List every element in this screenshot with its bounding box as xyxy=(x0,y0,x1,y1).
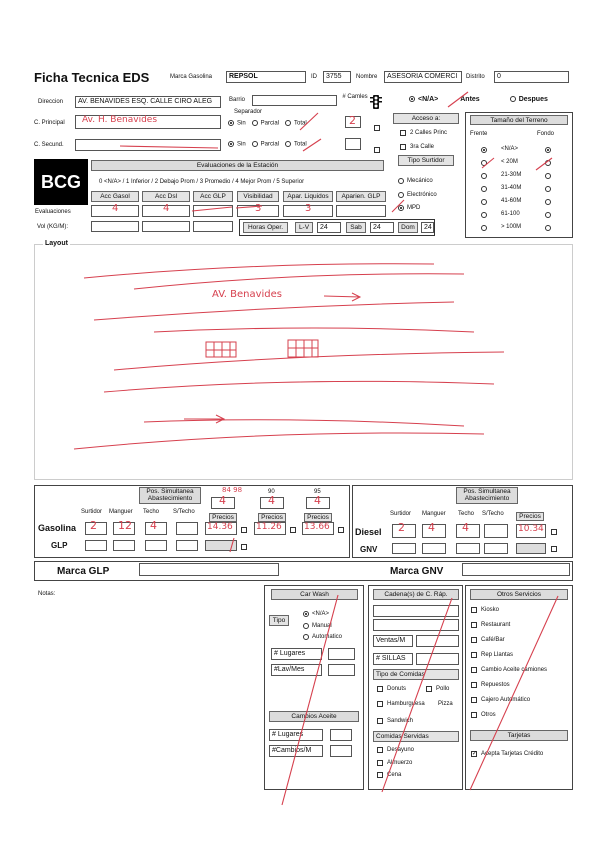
servida-almuerzo[interactable]: Almuerzo xyxy=(377,760,412,766)
gas-octane-90: 90 xyxy=(268,489,275,495)
timing-despues-radio[interactable]: Despues xyxy=(510,96,548,103)
servidas-header: Comidas Servidas xyxy=(373,731,459,742)
eval-col-header: Apar. Liquidos xyxy=(283,191,333,202)
timing-na-radio[interactable]: <N/A> xyxy=(409,96,438,103)
c-principal-label: C. Principal xyxy=(34,120,65,126)
terreno-row-label: 61-100 xyxy=(501,211,520,217)
camiles-check-1[interactable] xyxy=(374,119,384,137)
carwash-lavmes-field[interactable] xyxy=(328,664,355,676)
otros-item[interactable] xyxy=(471,682,510,688)
gas-techo-label: Techo xyxy=(143,509,160,515)
marca-label: Marca Gasolina xyxy=(170,74,213,80)
eval-value-field[interactable] xyxy=(336,205,386,217)
comida-pollo[interactable]: Pollo xyxy=(426,686,449,692)
gas-precio-handwriting: 13.66 xyxy=(304,522,330,532)
terreno-header: Tamaño del Terreno xyxy=(470,115,568,125)
notas-label: Notas: xyxy=(38,591,56,597)
camiles-label: # Camles xyxy=(342,94,368,100)
eval-value-handwriting: 3 xyxy=(305,203,312,214)
marca-glp-field[interactable] xyxy=(139,563,279,576)
gas-pos-handwriting: 4 xyxy=(268,494,275,507)
dsl-surtidor-label: Surtidor xyxy=(390,511,412,517)
eval-value-handwriting: 4 xyxy=(112,203,119,214)
cadenas-header: Cadena(s) de C. Ráp. xyxy=(373,589,459,600)
marca-field[interactable]: REPSOL xyxy=(226,71,306,83)
eval-value-handwriting: 4 xyxy=(163,203,170,214)
sep-total-radio[interactable]: Total xyxy=(285,120,307,127)
dom-label: Dom xyxy=(398,222,418,233)
gnv-row-field[interactable] xyxy=(456,543,480,554)
gas-row-handwriting: 12 xyxy=(118,519,132,532)
otros-item[interactable] xyxy=(471,637,505,643)
evaluaciones-row-label: Evaluaciones xyxy=(35,209,71,215)
id-label: ID xyxy=(311,74,317,80)
carwash-auto[interactable]: Automatico xyxy=(303,634,342,640)
cambios-header: Cambios Aceite xyxy=(269,711,359,722)
servida-cena[interactable]: Cena xyxy=(377,772,401,778)
acceso-3ra[interactable]: 3ra Calle xyxy=(400,144,434,150)
glp-row-field[interactable] xyxy=(113,540,135,551)
gas-pos-sim-header: Pos. Simultanea Abastecimiento xyxy=(139,487,201,504)
traffic-light-icon xyxy=(370,95,382,109)
separador-options-2[interactable] xyxy=(228,141,307,148)
sab-field[interactable]: 24 xyxy=(370,222,394,233)
id-field[interactable]: 3755 xyxy=(323,71,351,83)
sep-sin-radio[interactable]: Sin xyxy=(228,120,246,127)
cambios-mes-field[interactable] xyxy=(330,745,352,757)
c-secund-label: C. Secund. xyxy=(34,142,64,148)
carwash-lugares-label: # Lugares xyxy=(271,648,322,660)
gas-precio-handwriting: 11.26 xyxy=(256,522,282,532)
layout-sketch xyxy=(34,244,573,480)
vol-field-1[interactable] xyxy=(91,221,139,232)
gas-row-field[interactable] xyxy=(176,522,198,535)
nombre-label: Nombre xyxy=(356,74,378,80)
dsl-manguer-label: Manguer xyxy=(422,511,446,517)
otros-item-check[interactable] xyxy=(471,667,477,673)
otros-item-label: Restaurant xyxy=(481,622,511,628)
ventas-label: Ventas/M xyxy=(373,635,413,647)
c-principal-handwriting: Av. H. Benavides xyxy=(82,115,158,125)
otros-item-check[interactable] xyxy=(471,637,477,643)
dsl-precio-handwriting: 10.34 xyxy=(518,524,544,534)
frente-radio-4[interactable] xyxy=(481,199,487,205)
gnv-row-field[interactable] xyxy=(484,543,508,554)
gas-pos-handwriting: 4 xyxy=(219,494,226,507)
frente-radio-6[interactable] xyxy=(481,225,487,231)
evaluaciones-scale: 0 <N/A> / 1 Inferior / 2 Debajo Prom / 3 Promedio / 4 Mejor Prom / 5 Superior xyxy=(99,179,305,185)
comida-pizza[interactable]: Pizza xyxy=(438,701,453,707)
tipo-surtidor-button[interactable]: Tipo Surtidor xyxy=(398,155,454,166)
fondo-radio-5[interactable] xyxy=(545,212,551,218)
lv-field[interactable]: 24 xyxy=(317,222,341,233)
sillas-label: # SILLAS xyxy=(373,653,413,665)
gnv-row-field[interactable] xyxy=(422,543,446,554)
carwash-lugares-field[interactable] xyxy=(328,648,355,660)
gas-surtidor-label: Surtidor xyxy=(81,509,103,515)
camiles-field-2[interactable] xyxy=(345,138,361,150)
distrito-label: Distrito xyxy=(466,74,485,80)
carwash-na[interactable]: <N/A> xyxy=(303,611,329,617)
dsl-row-field[interactable] xyxy=(484,524,508,538)
gasolina-row-label: Gasolina xyxy=(38,523,77,533)
direccion-field[interactable]: AV. BENAVIDES ESQ. CALLE CIRO ALEG xyxy=(75,96,221,108)
gas-precios-label: Precios xyxy=(304,513,332,522)
marca-glp-label: Marca GLP xyxy=(57,566,110,577)
vol-field-2[interactable] xyxy=(142,221,190,232)
frente-radio-5[interactable] xyxy=(481,212,487,218)
acceso-2calles[interactable]: 2 Calles Princ xyxy=(400,130,447,136)
gas-manguer-label: Manguer xyxy=(109,509,133,515)
barrio-label: Barrio xyxy=(229,97,246,103)
otros-item-check[interactable] xyxy=(471,607,477,613)
surtidor-mpd[interactable]: MPD xyxy=(398,205,420,211)
separador-label: Separador xyxy=(234,109,263,115)
gas-stecho-label: S/Techo xyxy=(173,509,195,515)
frente-radio-2[interactable] xyxy=(481,173,487,179)
gas-octane-95: 95 xyxy=(314,489,321,495)
eval-value-handwriting: 3 xyxy=(255,203,262,214)
sep2-total-radio[interactable]: Total xyxy=(285,141,307,148)
terreno-row-label: 21-30M xyxy=(501,172,522,178)
tipo-comidas-header: Tipo de Comidas xyxy=(373,669,459,680)
sep2-parcial-radio[interactable]: Parcial xyxy=(252,141,279,148)
otros-item-label: Repuestos xyxy=(481,682,510,688)
gas-precio-check[interactable] xyxy=(338,527,344,533)
fondo-radio-3[interactable] xyxy=(545,186,551,192)
layout-label: Layout xyxy=(45,240,68,247)
glp-row-label: GLP xyxy=(51,541,68,550)
comida-donuts[interactable]: Donuts xyxy=(377,686,406,692)
direccion-label: Direccion xyxy=(38,99,64,105)
glp-row-field[interactable] xyxy=(176,540,198,551)
horas-label: Horas Oper. xyxy=(243,222,288,233)
otros-item-label: Café/Bar xyxy=(481,637,505,643)
dsl-stecho-label: S/Techo xyxy=(482,511,504,517)
otros-item[interactable] xyxy=(471,667,547,673)
eval-col-header: Aparien. GLP xyxy=(336,191,386,202)
otros-item-label: Rep Llantas xyxy=(481,652,514,658)
nombre-field[interactable]: ASESORIA COMERCI xyxy=(384,71,462,83)
fondo-radio-6[interactable] xyxy=(545,225,551,231)
glp-precio-check[interactable] xyxy=(241,544,247,550)
frente-radio-0[interactable] xyxy=(481,147,487,153)
gas-precios-label: Precios xyxy=(258,513,286,522)
eval-col-header: Acc GLP xyxy=(193,191,233,202)
camiles-check-2[interactable] xyxy=(374,141,384,159)
otros-item[interactable] xyxy=(471,697,530,703)
dsl-techo-label: Techo xyxy=(458,511,475,517)
dsl-row-handwriting: 2 xyxy=(398,521,405,534)
distrito-field[interactable]: 0 xyxy=(494,71,569,83)
frente-label: Frente xyxy=(470,131,488,137)
eval-value-field[interactable] xyxy=(193,205,233,217)
otros-item-check[interactable] xyxy=(471,652,477,658)
surtidor-electronico[interactable]: Electrónico xyxy=(398,192,437,198)
marca-gnv-label: Marca GNV xyxy=(390,566,444,577)
terreno-row-label: > 100M xyxy=(501,224,522,230)
otros-item-label: Kiosko xyxy=(481,607,500,613)
cambios-lugares-field[interactable] xyxy=(330,729,352,741)
frente-radio-1[interactable] xyxy=(481,160,487,166)
gnv-row-field[interactable] xyxy=(392,543,416,554)
vol-field-3[interactable] xyxy=(193,221,233,232)
tarjetas-acepta[interactable]: ✓ Acepta Tarjetas Crédito xyxy=(472,751,544,757)
evaluaciones-header: Evaluaciones de la Estación xyxy=(91,160,384,171)
eval-col-header: Acc Gasol xyxy=(91,191,139,202)
otros-item[interactable] xyxy=(471,712,496,718)
terreno-row-label: 41-60M xyxy=(501,198,522,204)
otros-item[interactable] xyxy=(471,652,513,658)
otros-header: Otros Servicios xyxy=(470,589,568,600)
surtidor-mecanico[interactable]: Mecánico xyxy=(398,178,433,184)
tarjetas-header: Tarjetas xyxy=(470,730,568,741)
otros-item-label: Otros xyxy=(481,712,496,718)
dsl-pos-sim-header: Pos. Simultanea Abastecimiento xyxy=(456,487,518,504)
sep2-sin-radio[interactable]: Sin xyxy=(228,141,246,148)
frente-radio-3[interactable] xyxy=(481,186,487,192)
bcg-logo: BCG xyxy=(34,159,88,205)
glp-row-field[interactable] xyxy=(145,540,167,551)
terreno-row-label: < 20M xyxy=(501,159,518,165)
cambios-lugares-label: # Lugares xyxy=(269,729,323,741)
otros-item-label: Cajero Automático xyxy=(481,697,531,703)
otros-item-label: Cambio Aceite camiones xyxy=(481,667,548,673)
carwash-lavmes-label: #Lav/Mes xyxy=(271,664,322,676)
gas-precio-handwriting: 14.36 xyxy=(207,522,233,532)
otros-item-check[interactable] xyxy=(471,697,477,703)
eval-col-header: Acc Dsl xyxy=(142,191,190,202)
cadenas-field-2[interactable] xyxy=(373,619,459,631)
timing-options[interactable] xyxy=(409,96,548,103)
gas-octane-hw: 84 98 xyxy=(222,486,243,494)
separador-options-1[interactable] xyxy=(228,120,307,127)
layout-street-handwriting: AV. Benavides xyxy=(212,289,282,300)
otros-item-check[interactable] xyxy=(471,712,477,718)
acceso-button[interactable]: Acceso a: xyxy=(393,113,459,124)
carwash-header: Car Wash xyxy=(271,589,358,600)
fondo-radio-4[interactable] xyxy=(545,199,551,205)
comida-sandwich[interactable]: Sandwich xyxy=(377,718,413,724)
gnv-precio-check[interactable] xyxy=(551,546,557,552)
comida-hamburguesa[interactable]: Hamburguesa xyxy=(377,701,425,707)
gas-precios-label: Precios xyxy=(209,513,237,522)
otros-item-check[interactable] xyxy=(471,622,477,628)
sep-parcial-radio[interactable]: Parcial xyxy=(252,120,279,127)
dsl-row-handwriting: 4 xyxy=(462,521,469,534)
c-secund-field[interactable] xyxy=(75,139,221,151)
dsl-row-handwriting: 4 xyxy=(428,521,435,534)
otros-item[interactable] xyxy=(471,607,499,613)
fondo-label: Fondo xyxy=(537,131,555,137)
fondo-radio-2[interactable] xyxy=(545,173,551,179)
cambios-mes-label: #Cambios/M xyxy=(269,745,323,757)
dom-field[interactable]: 24 xyxy=(421,222,434,233)
cadenas-field-1[interactable] xyxy=(373,605,459,617)
gas-precio-check[interactable] xyxy=(241,527,247,533)
otros-item[interactable] xyxy=(471,622,510,628)
gas-row-handwriting: 4 xyxy=(150,519,157,532)
dsl-precios-label: Precios xyxy=(516,512,544,521)
dsl-precio-check[interactable] xyxy=(551,529,557,535)
marca-gnv-field[interactable] xyxy=(462,563,570,576)
fondo-radio-0[interactable] xyxy=(545,147,551,153)
barrio-field[interactable] xyxy=(252,95,337,106)
glp-row-field[interactable] xyxy=(85,540,107,551)
sab-label: Sab xyxy=(346,222,366,233)
vol-label: Vol (KG/M): xyxy=(37,224,69,230)
gas-pos-handwriting: 4 xyxy=(314,494,321,507)
page-title: Ficha Tecnica EDS xyxy=(34,70,150,85)
fondo-radio-1[interactable] xyxy=(545,160,551,166)
carwash-tipo-label: Tipo xyxy=(269,615,289,626)
gas-precio-check[interactable] xyxy=(290,527,296,533)
gas-row-handwriting: 2 xyxy=(90,519,97,532)
glp-precio-field[interactable] xyxy=(205,540,237,551)
timing-antes-radio[interactable]: Antes xyxy=(460,96,480,103)
ventas-field[interactable] xyxy=(416,635,459,647)
eval-col-header: Visibilidad xyxy=(237,191,279,202)
gnv-row-label: GNV xyxy=(360,545,378,554)
carwash-manual[interactable]: Manual xyxy=(303,623,332,629)
lv-label: L-V xyxy=(295,222,313,233)
diesel-row-label: Diesel xyxy=(355,527,382,537)
terreno-row-label: 31-40M xyxy=(501,185,522,191)
otros-item-check[interactable] xyxy=(471,682,477,688)
terreno-row-label: <N/A> xyxy=(501,146,519,152)
gnv-precio-field[interactable] xyxy=(516,543,546,554)
camiles-handwriting: 2 xyxy=(349,114,356,127)
sillas-field[interactable] xyxy=(416,653,459,665)
servida-desayuno[interactable]: Desayuno xyxy=(377,747,414,753)
